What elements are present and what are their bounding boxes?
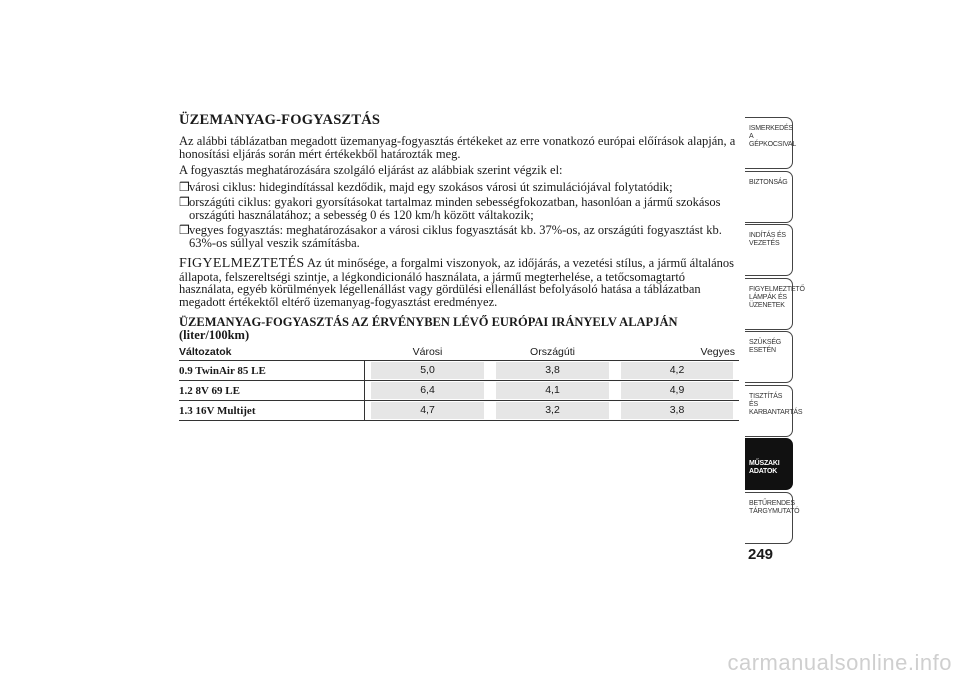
table-cell: 1.3 16V Multijet <box>179 401 365 421</box>
table-cell: 5,0 <box>365 361 490 381</box>
tab-technical-data[interactable]: MŰSZAKI ADATOK <box>745 438 793 490</box>
column-header: Vegyes <box>615 343 739 361</box>
table-header-row <box>179 343 739 361</box>
table-row <box>179 361 739 381</box>
bullet-item-extra-urban <box>179 196 739 221</box>
page-title: ÜZEMANYAG-FOGYASZTÁS <box>179 112 381 128</box>
table-row <box>179 381 739 401</box>
bullet-text: városi ciklus: hidegindítással kezdődik, majd egy szokásos városi út szimulációjával folytatódik; <box>189 179 673 194</box>
tab-getting-to-know[interactable]: ISMERKEDÉS A GÉPKOCSIVAL <box>745 117 793 169</box>
table-cell: 6,4 <box>365 381 490 401</box>
fuel-consumption-table <box>179 343 739 421</box>
table-row <box>179 401 739 421</box>
bullet-item-combined <box>179 224 739 249</box>
page-number: 249 <box>748 546 774 563</box>
watermark: carmanualsonline.info <box>727 650 952 675</box>
table-cell: 3,8 <box>490 361 615 381</box>
column-header: Országúti <box>490 343 615 361</box>
tab-warning-lights[interactable]: FIGYELMEZTETŐ LÁMPÁK ÉS ÜZENETEK <box>745 278 793 330</box>
table-cell: 4,7 <box>365 401 490 421</box>
tab-emergency[interactable]: SZÜKSÉG ESETÉN <box>745 331 793 383</box>
tab-safety[interactable]: BIZTONSÁG <box>745 171 793 223</box>
table-cell: 4,9 <box>615 381 739 401</box>
warning-paragraph <box>179 257 739 308</box>
tab-maintenance[interactable]: TISZTÍTÁS ÉS KARBANTARTÁS <box>745 385 793 437</box>
table-cell: 4,1 <box>490 381 615 401</box>
checkbox-bullet-icon: ❒ <box>179 179 190 194</box>
content <box>179 112 739 421</box>
checkbox-bullet-icon: ❒ <box>179 223 190 237</box>
warning-text: Az út minősége, a forgalmi viszonyok, az időjárás, a vezetési stílus, a jármű általános állapota, felszereltségi szintje, a légkondicionáló használata, a jármű megterhelése, a tetőcsomagtartó használata, egyéb körülmények légellenállást vagy gördülési ellenállást befolyásoló hatása a táblázatban megadott értékektől eltérő üzemanyag-fogyasztást eredményez. <box>179 256 735 309</box>
bullet-text: vegyes fogyasztás: meghatározásakor a városi ciklus fogyasztását kb. 37%-os, az országúti fogyasztást kb. 63%-os súllyal veszik számításba. <box>189 223 722 250</box>
warning-label: FIGYELMEZTETÉS <box>179 256 305 271</box>
column-header: Változatok <box>179 343 365 361</box>
chapter-tabs <box>745 117 805 545</box>
tab-index[interactable]: BETŰRENDES TÁRGYMUTATÓ <box>745 492 793 544</box>
table-cell: 4,2 <box>615 361 739 381</box>
checkbox-bullet-icon: ❒ <box>179 195 190 209</box>
table-cell: 3,2 <box>490 401 615 421</box>
column-header: Városi <box>365 343 490 361</box>
table-cell: 0.9 TwinAir 85 LE <box>179 361 365 381</box>
table-title: ÜZEMANYAG-FOGYASZTÁS AZ ÉRVÉNYBEN LÉVŐ EURÓPAI IRÁNYELV ALAPJÁN (liter/100km) <box>179 315 678 342</box>
intro-paragraph-2: A fogyasztás meghatározására szolgáló eljárást az alábbiak szerint végzik el: <box>179 163 563 177</box>
table-cell: 3,8 <box>615 401 739 421</box>
bullet-item-urban <box>179 181 739 194</box>
intro-paragraph-1: Az alábbi táblázatban megadott üzemanyag-fogyasztás értékeket az erre vonatkozó európai előírások alapján, a honosítási eljárás során mért értékekből határozták meg. <box>179 134 736 161</box>
tab-starting-driving[interactable]: INDÍTÁS ÉS VEZETÉS <box>745 224 793 276</box>
table-cell: 1.2 8V 69 LE <box>179 381 365 401</box>
bullet-text: országúti ciklus: gyakori gyorsításokat tartalmaz minden sebességfokozatban, hasonlóan a jármű szokásos országúti használatához; a sebesség 0 és 120 km/h között váltakozik; <box>189 195 721 222</box>
